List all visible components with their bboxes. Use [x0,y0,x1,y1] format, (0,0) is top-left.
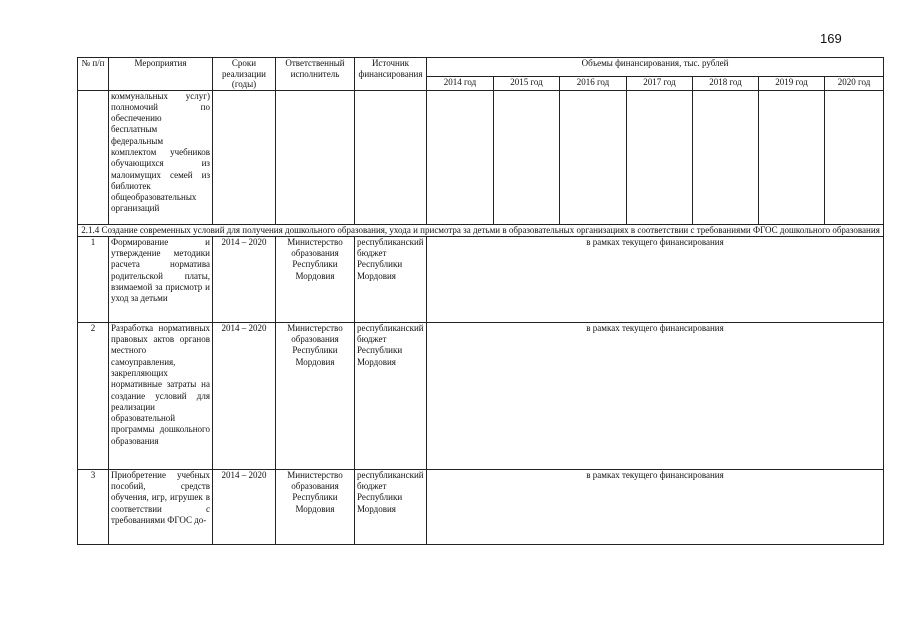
cell-year [759,90,825,224]
header-funding: Объемы финансирования, тыс. рублей [427,58,884,77]
cell-num: 2 [78,322,109,469]
cell-activity: Разработка нормативных правовых актов органов местного самоуправления, закрепляющих нормативные затраты на создание условий для реализации образовательной программы дошкольного образования [109,322,213,469]
header-year: 2020 год [825,76,884,90]
cell-funding: в рамках текущего финансирования [427,469,884,544]
cell-period [213,90,276,224]
header-year: 2014 год [427,76,494,90]
section-title: 2.1.4 Создание современных условий для получения дошкольного образования, ухода и присмотра за детьми в образовательных организациях в соответствии с требованиями ФГОС дошкольного образования [78,224,884,236]
table-row [78,90,884,224]
cell-num [78,90,109,224]
cell-period: 2014 – 2020 [213,322,276,469]
header-year: 2019 год [759,76,825,90]
table-row [78,322,884,469]
header-year: 2017 год [627,76,693,90]
cell-source: республиканский бюджет Республики Мордовия [355,322,427,469]
header-activity: Мероприятия [109,58,213,91]
header-year: 2015 год [494,76,560,90]
cell-year [427,90,494,224]
cell-activity: Приобретение учебных пособий, средств обучения, игр, игрушек в соответствии с требованиями ФГОС до- [109,469,213,544]
header-source: Источник финансирования [355,58,427,91]
section-row [78,224,884,236]
cell-activity: коммунальных услуг) полномочий по обеспечению бесплатным федеральным комплектом учебников обучающихся из малоимущих семей из библиотек общеобразовательных организаций [109,90,213,224]
financing-table [77,57,884,545]
header-responsible: Ответственный исполнитель [276,58,355,91]
cell-period: 2014 – 2020 [213,236,276,322]
table-row [78,236,884,322]
cell-funding: в рамках текущего финансирования [427,236,884,322]
cell-year [494,90,560,224]
header-year: 2016 год [560,76,627,90]
cell-funding: в рамках текущего финансирования [427,322,884,469]
header-period: Сроки реализации (годы) [213,58,276,91]
cell-source [355,90,427,224]
table-row [78,469,884,544]
cell-year [560,90,627,224]
cell-source: республиканский бюджет Республики Мордовия [355,469,427,544]
cell-period: 2014 – 2020 [213,469,276,544]
cell-responsible [276,90,355,224]
cell-num: 1 [78,236,109,322]
cell-source: республиканский бюджет Республики Мордовия [355,236,427,322]
header-year: 2018 год [693,76,759,90]
cell-activity: Формирование и утверждение методики расчета норматива родительской платы, взимаемой за присмотр и уход за детьми [109,236,213,322]
header-row [78,58,884,77]
cell-year [627,90,693,224]
page-number: 169 [820,31,842,46]
cell-responsible: Министерство образования Республики Мордовия [276,469,355,544]
cell-responsible: Министерство образования Республики Мордовия [276,322,355,469]
cell-year [825,90,884,224]
cell-year [693,90,759,224]
cell-num: 3 [78,469,109,544]
header-num: № п/п [78,58,109,91]
cell-responsible: Министерство образования Республики Мордовия [276,236,355,322]
